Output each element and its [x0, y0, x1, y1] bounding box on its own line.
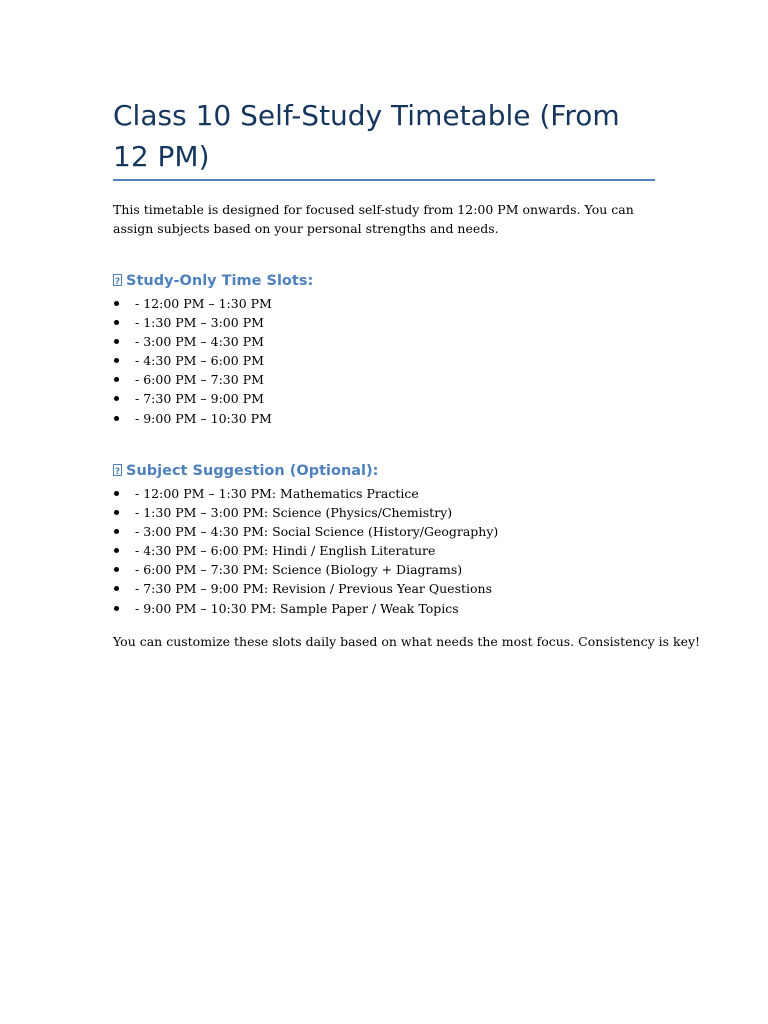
subject-suggestion-list — [113, 484, 498, 618]
list-item-text: - 9:00 PM – 10:30 PM: Sample Paper / Weak Topics — [135, 600, 459, 616]
list-item-text: - 4:30 PM – 6:00 PM: Hindi / English Literature — [135, 543, 436, 559]
list-item — [113, 313, 272, 332]
intro-paragraph: This timetable is designed for focused self-study from 12:00 PM onwards. You can assign subjects based on your personal strengths and needs. — [113, 202, 634, 236]
subject-suggestion-heading — [113, 461, 378, 481]
bullet-icon — [114, 396, 119, 401]
bullet-icon — [114, 606, 119, 611]
page-title: Class 10 Self-Study Timetable (From 12 PM) — [113, 99, 620, 173]
missing-glyph-icon — [113, 464, 122, 476]
study-slots-heading — [113, 271, 313, 291]
bullet-icon — [114, 377, 119, 382]
list-item — [113, 560, 498, 579]
bullet-icon — [114, 586, 119, 591]
list-item — [113, 503, 498, 522]
bullet-icon — [114, 529, 119, 534]
bullet-icon — [114, 510, 119, 515]
list-item-text: - 1:30 PM – 3:00 PM — [135, 315, 264, 331]
missing-glyph-icon — [113, 274, 122, 286]
closing-paragraph: You can customize these slots daily based on what needs the most focus. Consistency is key! — [113, 634, 701, 649]
list-item — [113, 294, 272, 313]
bullet-icon — [114, 491, 119, 496]
study-slots-list — [113, 294, 272, 428]
list-item — [113, 389, 272, 408]
list-item — [113, 522, 498, 541]
bullet-icon — [114, 301, 119, 306]
bullet-icon — [114, 416, 119, 421]
list-item — [113, 579, 498, 598]
list-item-text: - 4:30 PM – 6:00 PM — [135, 353, 264, 369]
subject-suggestion-heading-text: Subject Suggestion (Optional): — [126, 463, 379, 479]
bullet-icon — [114, 548, 119, 553]
bullet-icon — [114, 358, 119, 363]
list-item — [113, 370, 272, 389]
study-slots-heading-text: Study-Only Time Slots: — [126, 273, 314, 289]
bullet-icon — [114, 339, 119, 344]
list-item-text: - 12:00 PM – 1:30 PM: Mathematics Practice — [135, 486, 419, 501]
list-item-text: - 1:30 PM – 3:00 PM: Science (Physics/Chemistry) — [135, 505, 453, 521]
list-item-text: - 12:00 PM – 1:30 PM — [135, 296, 272, 311]
list-item — [113, 332, 272, 351]
list-item — [113, 541, 498, 560]
list-item-text: - 6:00 PM – 7:30 PM — [135, 372, 264, 388]
list-item — [113, 351, 272, 370]
list-item — [113, 484, 498, 503]
list-item-text: - 6:00 PM – 7:30 PM: Science (Biology + Diagrams) — [135, 562, 463, 578]
list-item-text: - 7:30 PM – 9:00 PM: Revision / Previous Year Questions — [135, 581, 492, 597]
list-item-text: - 9:00 PM – 10:30 PM — [135, 410, 272, 426]
bullet-icon — [114, 567, 119, 572]
list-item — [113, 409, 272, 428]
bullet-icon — [114, 320, 119, 325]
title-underline — [113, 179, 655, 181]
list-item — [113, 599, 498, 618]
list-item-text: - 7:30 PM – 9:00 PM — [135, 391, 264, 407]
list-item-text: - 3:00 PM – 4:30 PM — [135, 334, 264, 350]
list-item-text: - 3:00 PM – 4:30 PM: Social Science (History/Geography) — [135, 524, 499, 540]
